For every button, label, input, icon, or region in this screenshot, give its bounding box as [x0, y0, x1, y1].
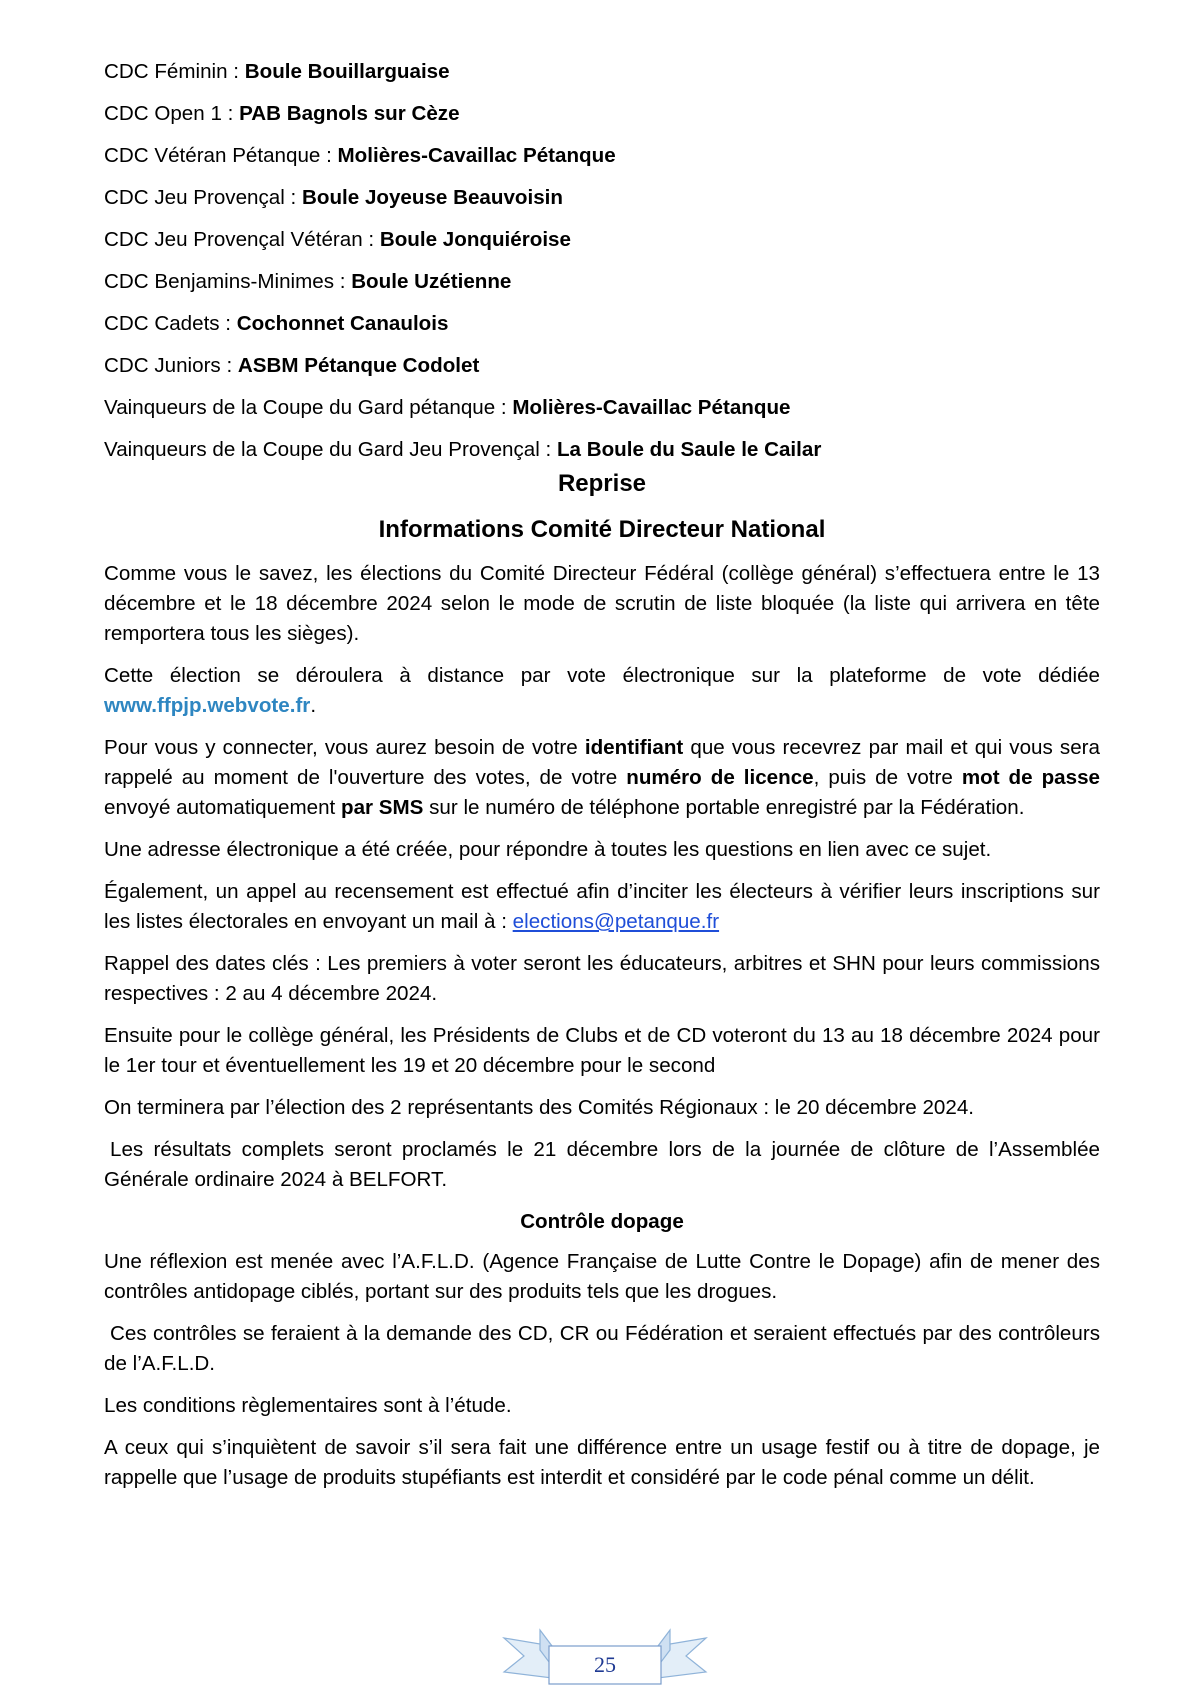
paragraph-resultats: Les résultats complets seront proclamés le 21 décembre lors de la journée de clôture de l’Assemblée Générale ordinaire 2024 à BELFORT. — [104, 1138, 1100, 1191]
paragraph-vote-platform: Cette élection se déroulera à distance par vote électronique sur la plateforme de vote dédiée www.ffpjp.webvote.fr. — [104, 664, 1100, 717]
cdc-results-list — [104, 57, 1100, 465]
list-item: CDC Open 1 : PAB Bagnols sur Cèze — [104, 102, 460, 125]
list-item: Vainqueurs de la Coupe du Gard pétanque : Molières-Cavaillac Pétanque — [104, 396, 791, 419]
list-item: CDC Vétéran Pétanque : Molières-Cavaillac Pétanque — [104, 144, 616, 167]
paragraph-dates-cles: Rappel des dates clés : Les premiers à voter seront les éducateurs, arbitres et SHN pour leurs commissions respectives : 2 au 4 décembre 2024. — [104, 952, 1100, 1005]
paragraph-elections: Comme vous le savez, les élections du Comité Directeur Fédéral (collège général) s’effectuera entre le 13 décembre et le 18 décembre 2024 selon le mode de scrutin de liste bloquée (la liste qui arrivera en tête remportera tous les sièges). — [104, 562, 1100, 645]
paragraph-email-address: Une adresse électronique a été créée, pour répondre à toutes les questions en lien avec ce sujet. — [104, 838, 992, 861]
page-content — [104, 57, 1100, 1505]
list-item: Vainqueurs de la Coupe du Gard Jeu Provençal : La Boule du Saule le Cailar — [104, 438, 822, 461]
list-item: CDC Cadets : Cochonnet Canaulois — [104, 312, 449, 335]
heading-controle-dopage: Contrôle dopage — [520, 1210, 684, 1233]
list-item: CDC Féminin : Boule Bouillarguaise — [104, 60, 450, 83]
webvote-link[interactable]: www.ffpjp.webvote.fr — [104, 694, 311, 717]
paragraph-afld: Une réflexion est menée avec l’A.F.L.D. (Agence Française de Lutte Contre le Dopage) afin de mener des contrôles antidopage ciblés, portant sur des produits tels que les drogues. — [104, 1250, 1100, 1303]
list-item: CDC Jeu Provençal : Boule Joyeuse Beauvoisin — [104, 186, 563, 209]
paragraph-controles: Ces contrôles se feraient à la demande des CD, CR ou Fédération et seraient effectués par des contrôleurs de l’A.F.L.D. — [104, 1322, 1100, 1375]
elections-email-link[interactable]: elections@petanque.fr — [512, 910, 720, 933]
paragraph-recensement: Également, un appel au recensement est effectué afin d’inciter les électeurs à vérifier leurs inscriptions sur les listes électorales en envoyant un mail à : elections@petanque.fr — [104, 880, 1100, 933]
paragraph-usage-stupefiants: A ceux qui s’inquiètent de savoir s’il sera fait une différence entre un usage festif ou à titre de dopage, je rappelle que l’usage de produits stupéfiants est interdit et considéré par le code pénal comme un délit. — [104, 1436, 1100, 1489]
page-number: 25 — [594, 1652, 616, 1677]
heading-reprise: Reprise — [557, 470, 647, 497]
paragraph-college-general: Ensuite pour le collège général, les Présidents de Clubs et de CD voteront du 13 au 18 décembre 2024 pour le 1er tour et éventuellement les 19 et 20 décembre pour le second — [104, 1024, 1100, 1077]
heading-info-comite: Informations Comité Directeur National — [378, 516, 826, 543]
paragraph-connection: Pour vous y connecter, vous aurez besoin de votre identifiant que vous recevrez par mail et qui vous sera rappelé au moment de l'ouverture des votes, de votre numéro de licence, puis de votre mot de passe envoyé automatiquement par SMS sur le numéro de téléphone portable enregistré par la Fédération. — [104, 736, 1100, 819]
list-item: CDC Benjamins-Minimes : Boule Uzétienne — [104, 270, 512, 293]
list-item: CDC Juniors : ASBM Pétanque Codolet — [104, 354, 480, 377]
paragraph-conditions: Les conditions règlementaires sont à l’étude. — [104, 1394, 512, 1417]
list-item: CDC Jeu Provençal Vétéran : Boule Jonquiéroise — [104, 228, 571, 251]
paragraph-comites-regionaux: On terminera par l’élection des 2 représentants des Comités Régionaux : le 20 décembre 2024. — [104, 1096, 974, 1119]
